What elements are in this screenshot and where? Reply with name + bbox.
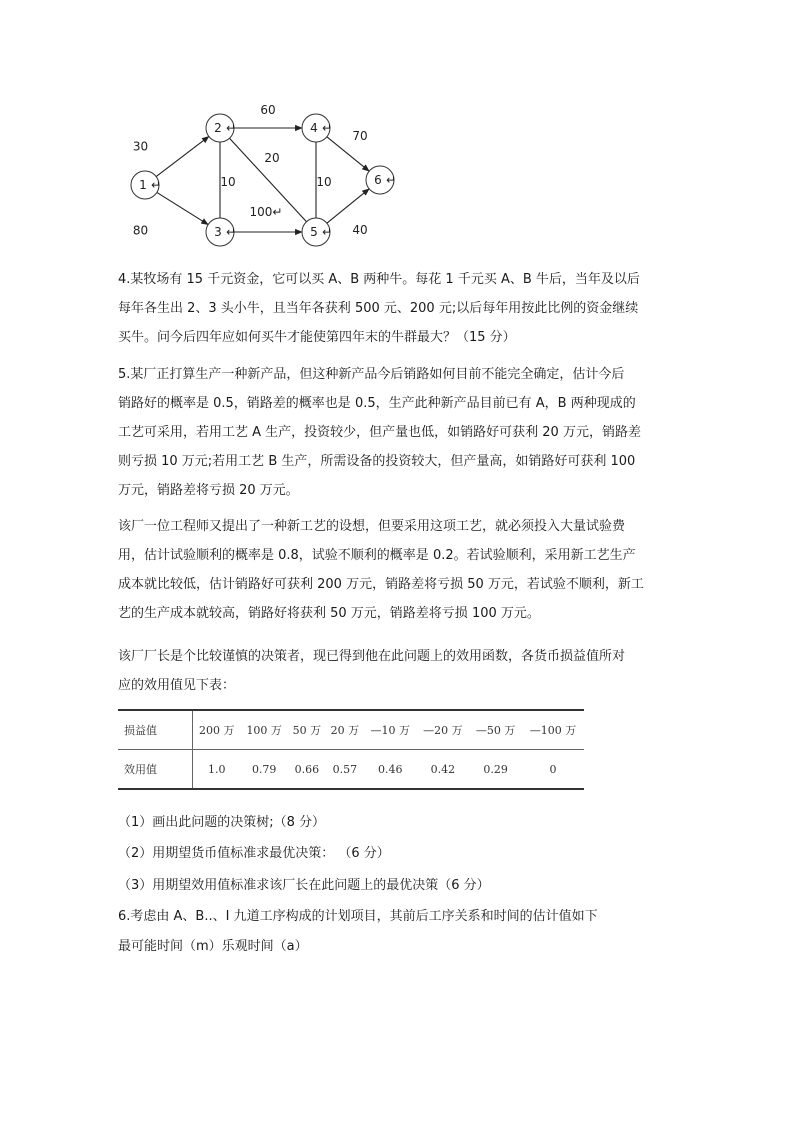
edge-5-6 [327,189,369,223]
table-cell: 0 [522,750,584,790]
edge-1-2 [156,136,209,176]
table-cell: 20 万 [326,710,364,750]
row-header: 效用值 [118,750,193,790]
edge-weight-label: 20 [264,151,280,165]
table-cell: —100 万 [522,710,584,750]
q5c-line: 应的效用值见下表： [118,678,236,693]
q5-line: 则亏损 10 万元;若用工艺 B 生产，所需设备的投资较大，但产量高，如销路好可获利 100 [118,454,636,469]
question-5 [118,360,688,505]
q5-line: 销路好的概率是 0.5，销路差的概率也是 0.5，生产此种新产品目前已有 A，B 两种现成的 [118,396,636,411]
node-6 [366,166,396,194]
q5c-line: 该厂厂长是个比较谨慎的决策者，现已得到他在此问题上的效用函数，各货币损益值所对 [118,649,626,664]
node-3 [206,218,236,246]
q5-line: 万元，销路差将亏损 20 万元。 [118,483,299,498]
table-cell: 0.79 [241,750,288,790]
node-label: 1 [139,178,147,192]
table-cell: 100 万 [241,710,288,750]
node-label: 6 [374,173,382,187]
q5-line: 工艺可采用，若用工艺 A 生产，投资较少，但产量也低，如销路好可获利 20 万元，销路差 [118,425,641,440]
edge-weight-label: 30 [132,139,149,154]
question-6: 6.考虑由 A、B..、I 九道工序构成的计划项目，其前后工序关系和时间的估计值如下 [118,909,598,924]
return-mark: ↵ [386,173,397,187]
table-cell: 0.29 [469,750,522,790]
table-cell: 0.42 [417,750,470,790]
table-cell: 0.57 [326,750,364,790]
q4-line: 每年各生出 2、3 头小牛，且当年各获利 500 元、200 元;以后每年用按此比例的资金继续 [118,301,639,316]
table-row [118,750,584,790]
table-row [118,710,584,750]
edge-1-3 [157,192,208,224]
sub-question-1: （1）画出此问题的决策树;（8 分） [118,815,326,830]
edge-weight-label: 10 [316,175,332,189]
edge-weight-label: 60 [260,103,276,117]
return-mark: ↵ [151,178,162,192]
q4-line: 4.某牧场有 15 千元资金，它可以买 A、B 两种牛。每花 1 千元买 A、B 牛后，当年及以后 [118,272,640,287]
edge-weight-label: 80 [132,223,149,238]
edge-weight-label: 70 [352,129,368,143]
sub-question-2: （2）用期望货币值标准求最优决策： （6 分） [118,846,390,861]
question-4 [118,265,688,352]
node-2 [206,114,236,142]
edge-weight-label: 10 [220,175,236,189]
table-cell: —10 万 [364,710,417,750]
table-cell: 50 万 [288,710,326,750]
table-cell: —50 万 [469,710,522,750]
table-cell: 1.0 [193,750,241,790]
return-mark: ↵ [226,225,237,239]
return-mark: ↵ [322,121,333,135]
q5b-line: 艺的生产成本就较高，销路好将获利 50 万元，销路差将亏损 100 万元。 [118,606,540,621]
q4-line: 买牛。问今后四年应如何买牛才能使第四年末的牛群最大？（15 分） [118,330,516,345]
node-label: 5 [310,225,318,239]
table-cell: 0.66 [288,750,326,790]
edge-weight-label: 40 [352,223,368,237]
table-cell: 200 万 [193,710,241,750]
q5b-line: 成本就比较低，估计销路好可获利 200 万元，销路差将亏损 50 万元，若试验不顺利，新工 [118,577,644,592]
table-cell: —20 万 [417,710,470,750]
sub-question-3: （3）用期望效用值标准求该厂长在此问题上的最优决策（6 分） [118,878,490,893]
node-label: 2 [214,121,222,135]
table-cell: 0.46 [364,750,417,790]
node-1 [131,171,161,199]
row-header: 损益值 [118,710,193,750]
utility-table [118,709,584,790]
return-mark: ↵ [322,225,333,239]
question-5-manager [118,642,688,700]
node-label: 3 [214,225,222,239]
q5-line: 5.某厂正打算生产一种新产品，但这种新产品今后销路如何目前不能完全确定，估计今后 [118,367,625,382]
node-label: 4 [310,121,318,135]
edge-weight-label: 100↵ [249,205,283,219]
q5b-line: 用，估计试验顺利的概率是 0.8，试验不顺利的概率是 0.2。若试验顺利，采用新工艺生产 [118,548,636,563]
return-mark: ↵ [226,121,237,135]
network-graph [118,96,418,256]
question-6-times: 最可能时间（m）乐观时间（a） [118,939,308,954]
q5b-line: 该厂一位工程师又提出了一种新工艺的设想，但要采用这项工艺，就必须投入大量试验费 [118,519,626,534]
question-5-engineer [118,512,688,628]
